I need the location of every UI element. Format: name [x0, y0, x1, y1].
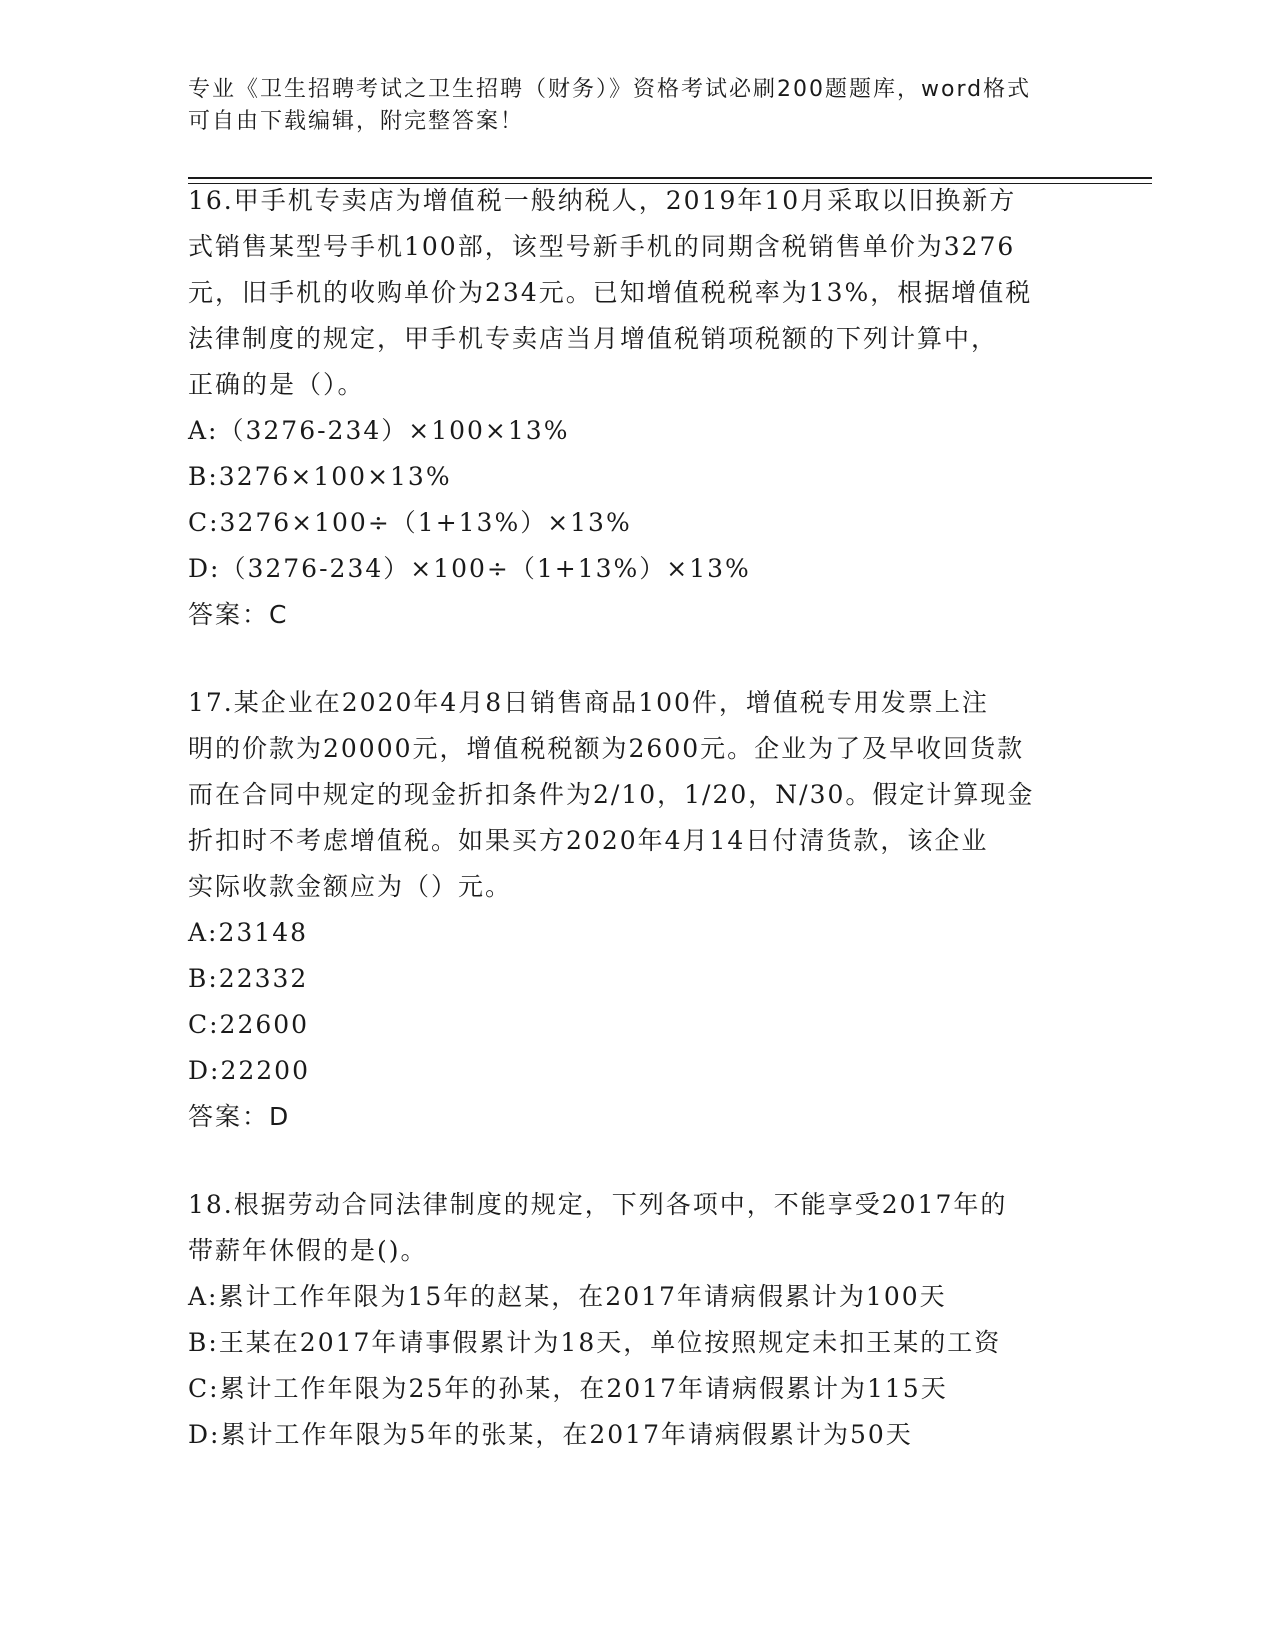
question-stem-line: 而在合同中规定的现金折扣条件为2/10，1/20，N/30。假定计算现金 [188, 780, 1035, 809]
question-stem-line: 式销售某型号手机100部，该型号新手机的同期含税销售单价为3276 [188, 232, 1016, 261]
header-line-2: 可自由下载编辑，附完整答案！ [188, 109, 525, 134]
question-17 [188, 680, 1088, 1140]
option-c: C:22600 [188, 1010, 310, 1039]
question-stem-line: 法律制度的规定，甲手机专卖店当月增值税销项税额的下列计算中， [188, 324, 999, 353]
option-d: D:累计工作年限为5年的张某，在2017年请病假累计为50天 [188, 1420, 913, 1449]
question-16 [188, 178, 1088, 638]
option-c: C:累计工作年限为25年的孙某，在2017年请病假累计为115天 [188, 1374, 948, 1403]
header-line-1: 专业《卫生招聘考试之卫生招聘（财务）》资格考试必刷200题题库，word格式 [188, 77, 1032, 102]
question-stem-line: 正确的是（）。 [188, 370, 365, 399]
option-a: A:（3276-234）×100×13% [188, 416, 570, 445]
question-stem-line: 折扣时不考虑增值税。如果买方2020年4月14日付清货款，该企业 [188, 826, 989, 855]
question-stem-line: 带薪年休假的是()。 [188, 1236, 428, 1265]
option-b: B:22332 [188, 964, 309, 993]
option-a: A:23148 [188, 918, 309, 947]
question-stem-line: 16.甲手机专卖店为增值税一般纳税人，2019年10月采取以旧换新方 [188, 186, 1017, 215]
document-header [188, 74, 1088, 138]
question-stem-line: 明的价款为20000元，增值税税额为2600元。企业为了及早收回货款 [188, 734, 1025, 763]
question-stem-line: 17.某企业在2020年4月8日销售商品100件，增值税专用发票上注 [188, 688, 989, 717]
question-stem-line: 元，旧手机的收购单价为234元。已知增值税税率为13%，根据增值税 [188, 278, 1033, 307]
question-stem-line: 实际收款金额应为（）元。 [188, 872, 513, 901]
option-b: B:3276×100×13% [188, 462, 452, 491]
option-b: B:王某在2017年请事假累计为18天，单位按照规定未扣王某的工资 [188, 1328, 1002, 1357]
option-d: D:22200 [188, 1056, 310, 1085]
option-a: A:累计工作年限为15年的赵某，在2017年请病假累计为100天 [188, 1282, 947, 1311]
question-stem-line: 18.根据劳动合同法律制度的规定，下列各项中，不能享受2017年的 [188, 1190, 1008, 1219]
option-d: D:（3276-234）×100÷（1+13%）×13% [188, 554, 751, 583]
answer-label: 答案：D [188, 1102, 291, 1131]
option-c: C:3276×100÷（1+13%）×13% [188, 508, 632, 537]
answer-label: 答案：C [188, 600, 289, 629]
question-18 [188, 1182, 1088, 1458]
